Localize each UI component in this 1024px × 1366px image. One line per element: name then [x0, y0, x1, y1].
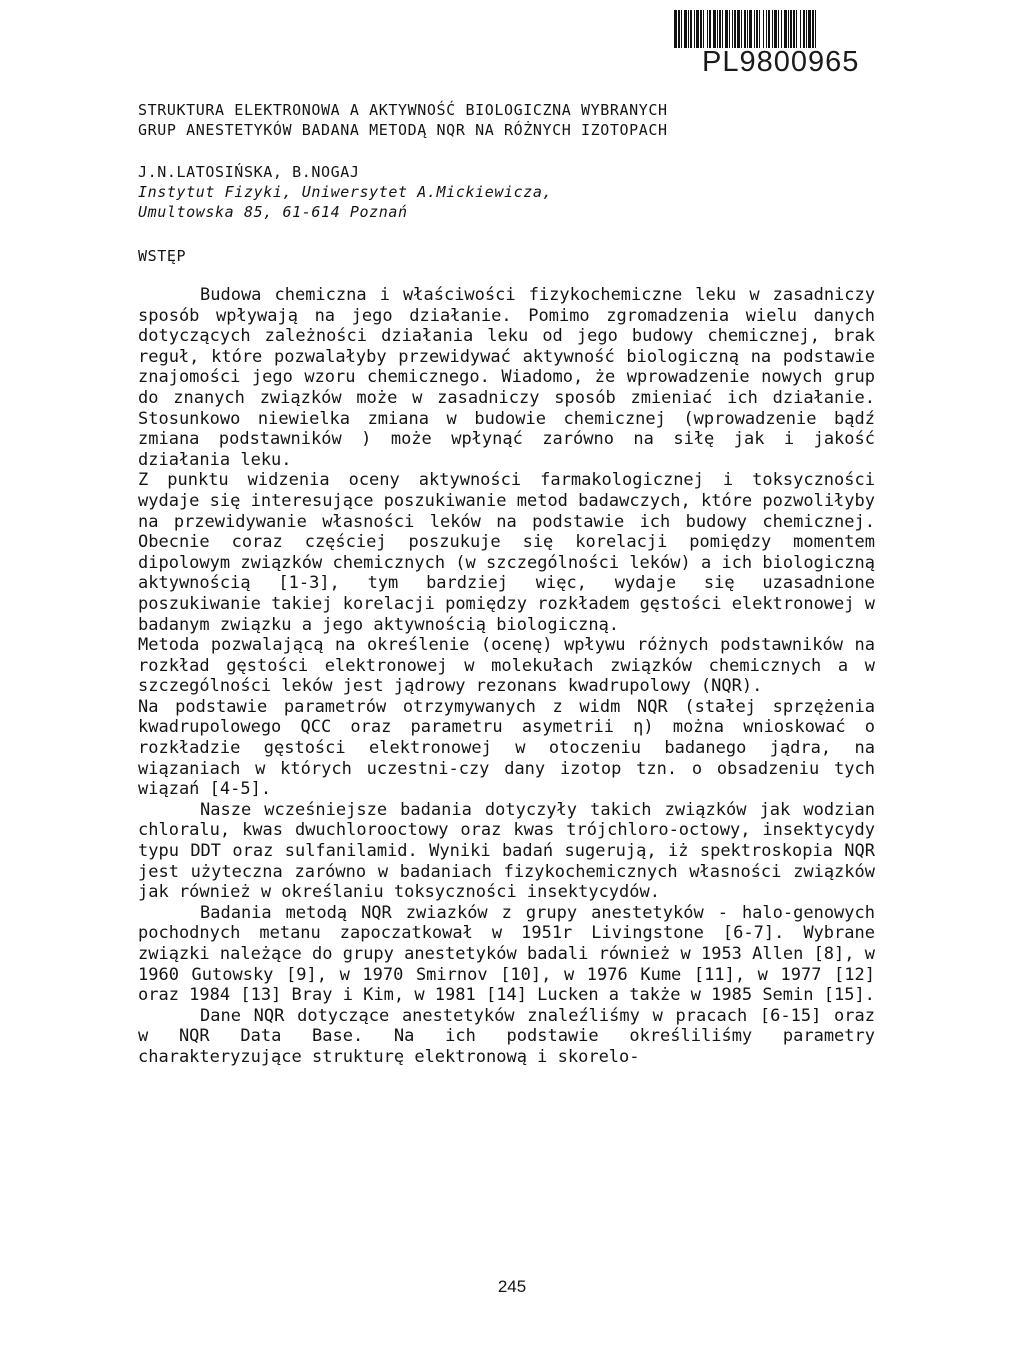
affiliation-line-1: Instytut Fizyki, Uniwersytet A.Mickiewicza, — [138, 183, 553, 201]
document-title — [138, 100, 878, 140]
paragraph-7: Dane NQR dotyczące anestetyków znaleźliśmy w pracach [6-15] oraz w NQR Data Base. Na ich podstawie określiliśmy parametry charakteryzujące strukturę elektronową i skorelo- — [138, 1005, 875, 1067]
affiliation-line-2: Umultowska 85, 61-614 Poznań — [138, 203, 408, 221]
paragraph-6: Badania metodą NQR zwiazków z grupy anestetyków - halo-genowych pochodnych metanu zapoczatkował w 1951r Livingstone [6-7]. Wybrane związki należące do grupy anestetyków badali również w 1953 Allen [8], w 1960 Gutowsky [9], w 1970 Smirnov [10], w 1976 Kume [11], w 1977 [12] oraz 1984 [13] Bray i Kim, w 1981 [14] Lucken a także w 1985 Semin [15]. — [138, 902, 875, 1006]
report-number: PL9800965 — [702, 46, 860, 78]
paragraph-4: Na podstawie parametrów otrzymywanych z widm NQR (stałej sprzężenia kwadrupolowego QCC oraz parametru asymetrii η) można wnioskować o rozkładzie gęstości elektronowej w otoczeniu badanego jądra, na wiązaniach w których uczestni-czy dany izotop tzn. o obsadzeniu tych wiązań [4-5]. — [138, 696, 875, 800]
body-text — [138, 285, 875, 1068]
barcode-icon — [674, 10, 974, 48]
paragraph-5: Nasze wcześniejsze badania dotyczyły takich związków jak wodzian chloralu, kwas dwuchlorooctowy oraz kwas trójchloro-octowy, insektycydy typu DDT oraz sulfanilamid. Wyniki badań sugerują, iż spektroskopia NQR jest użyteczna zarówno w badaniach fizykochemicznych własności związków jak również w określaniu toksyczności insektycydów. — [138, 799, 875, 903]
paragraph-3: Metoda pozwalającą na określenie (ocenę) wpływu różnych podstawników na rozkład gęstości elektronowej w molekułach związków chemicznych a w szczególności leków jest jądrowy rezonans kwadrupolowy (NQR). — [138, 635, 875, 697]
title-line-2: GRUP ANESTETYKÓW BADANA METODĄ NQR NA RÓŻNYCH IZOTOPACH — [138, 121, 668, 139]
paragraph-1: Budowa chemiczna i właściwości fizykochemiczne leku w zasadniczy sposób wpływają na jego działanie. Pomimo zgromadzenia wielu danych dotyczących zależności działania leku od jego budowy chemicznej, brak reguł, które pozwalałyby przewidywać aktywność biologiczną na podstawie znajomości jego wzoru chemicznego. Wiadomo, że wprowadzenie nowych grup do znanych związków może w zasadniczy sposób zmieniać ich działanie. Stosunkowo niewielka zmiana w budowie chemicznej (wprowadzenie bądź zmiana podstawników ) może wpłynąć zarówno na siłę jak i jakość działania leku. — [138, 285, 875, 470]
page-number: 245 — [497, 1277, 527, 1296]
paragraph-2: Z punktu widzenia oceny aktywności farmakologicznej i toksyczności wydaje się interesujące poszukiwanie metod badawczych, które pozwoliłyby na przewidywanie własności leków na podstawie ich budowy chemicznej. Obecnie coraz częściej poszukuje się korelacji pomiędzy momentem dipolowym związków chemicznych (w szczególności leków) a ich biologiczną aktywnością [1-3], tym bardziej więc, wydaje się uzasadnione poszukiwanie takiej korelacji pomiędzy rozkładem gęstości elektronowej w badanym związku a jego aktywnością biologiczną. — [138, 470, 875, 635]
author-block — [138, 162, 878, 222]
section-heading: WSTĘP — [138, 247, 187, 265]
title-line-1: STRUKTURA ELEKTRONOWA A AKTYWNOŚĆ BIOLOGICZNA WYBRANYCH — [138, 101, 668, 119]
author-names: J.N.LATOSIŃSKA, B.NOGAJ — [138, 163, 360, 181]
